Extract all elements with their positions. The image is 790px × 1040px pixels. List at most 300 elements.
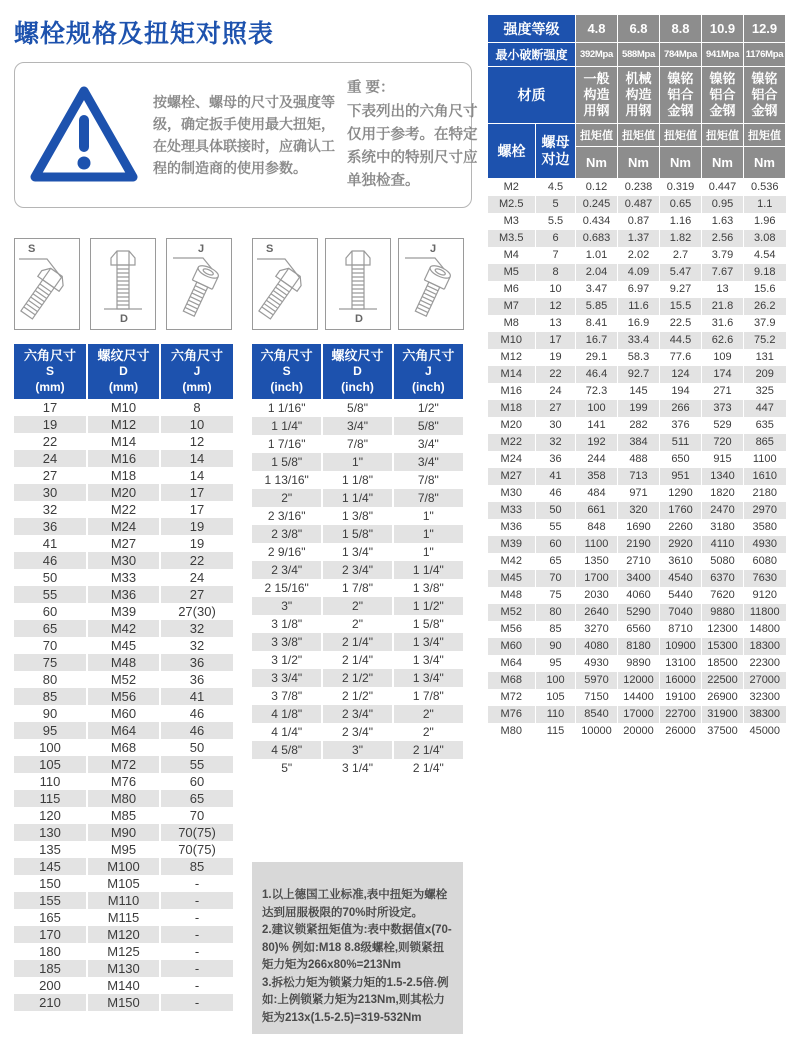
bolt-label: 螺栓 [488,124,536,179]
cell: 511 [660,434,702,451]
table-row [14,569,233,586]
table-row [14,552,233,569]
cell: 1690 [618,519,660,536]
cell: M120 [87,926,160,943]
cell: 1 7/8" [393,687,463,705]
cell: 46.4 [576,366,618,383]
cell: 1 7/16" [252,435,322,453]
cell: M48 [488,587,536,604]
torque-table [487,14,786,740]
bolt-diagrams-inch [252,238,464,330]
cell: 5080 [702,553,744,570]
cell: 1290 [660,485,702,502]
table-row [14,705,233,722]
cell: 5 [536,196,576,213]
cell: 75 [14,654,87,671]
cell: 4060 [618,587,660,604]
cell: M6 [488,281,536,298]
cell: 1 13/16" [252,471,322,489]
cell: 22300 [744,655,786,672]
cell: 10 [160,416,233,433]
cell: 1350 [576,553,618,570]
cell: 19100 [660,689,702,706]
cell: 16.9 [618,315,660,332]
cell: 17 [160,484,233,501]
table-row [14,722,233,739]
cell: 185 [14,960,87,977]
table-row [488,723,786,740]
cell: 37.9 [744,315,786,332]
table-row [488,213,786,230]
cell: 1 7/8" [322,579,392,597]
important-heading: 重 要： [347,80,395,96]
cell: 1760 [660,502,702,519]
cell: 661 [576,502,618,519]
cell: 7/8" [322,435,392,453]
cell: 135 [14,841,87,858]
table-row [252,525,463,543]
cell: Nm [576,147,618,179]
cell: 1 1/2" [393,597,463,615]
table-row [252,417,463,435]
cell: 50 [14,569,87,586]
cell: 0.95 [702,196,744,213]
cell: 8 [536,264,576,281]
cell: 5.47 [660,264,702,281]
cell: 2 1/4" [322,633,392,651]
cell: M36 [87,586,160,603]
cell: 镍铭铝合金钢 [660,67,702,124]
cell: 4 5/8" [252,741,322,759]
cell: 70 [160,807,233,824]
min-break-label: 最小破断强度 [488,43,576,67]
cell: 7/8" [393,471,463,489]
table-row [252,471,463,489]
cell: M10 [488,332,536,349]
cell: 1 5/8" [322,525,392,543]
cell: 17000 [618,706,660,723]
cell: 100 [576,400,618,417]
cell: 145 [14,858,87,875]
table-row [488,196,786,213]
cell: 13100 [660,655,702,672]
cell: 41 [536,468,576,485]
table-row [488,400,786,417]
cell: 2" [393,705,463,723]
cell: 0.683 [576,230,618,247]
cell: 3/4" [322,417,392,435]
cell: M18 [87,467,160,484]
cell: 12.9 [744,15,786,43]
cell: 384 [618,434,660,451]
cell: 80 [536,604,576,621]
cell: 5/8" [322,399,392,417]
cell: 2 9/16" [252,543,322,561]
cell: 30 [536,417,576,434]
cell: 2 1/4" [393,741,463,759]
mm-size-table [14,344,233,1011]
cell: 713 [618,468,660,485]
cell: 1.16 [660,213,702,230]
cell: 95 [14,722,87,739]
cell: 50 [536,502,576,519]
cell: M105 [87,875,160,892]
table-row [14,518,233,535]
cell: 26900 [702,689,744,706]
table-row [14,943,233,960]
table-row [14,858,233,875]
cell: - [160,960,233,977]
cell: M68 [87,739,160,756]
cell: 70(75) [160,824,233,841]
table-row [252,687,463,705]
cell: Nm [702,147,744,179]
table-row [488,502,786,519]
cell: M72 [87,756,160,773]
cell: 19 [160,518,233,535]
cell: 65 [14,620,87,637]
cell: M68 [488,672,536,689]
table-row [252,507,463,525]
cell: 镍铭铝合金钢 [744,67,786,124]
cell: 13 [536,315,576,332]
table-row [488,230,786,247]
cell: 1" [393,507,463,525]
cell: 4540 [660,570,702,587]
cell: 26000 [660,723,702,740]
cell: 46 [160,705,233,722]
notice-box [14,62,478,208]
cell: 62.6 [702,332,744,349]
table-row [14,399,233,416]
cell: M27 [87,535,160,552]
cell: 124 [660,366,702,383]
cell: 12 [160,433,233,450]
cell: 1.01 [576,247,618,264]
table-row [252,651,463,669]
table-row [252,399,463,417]
table-row [14,977,233,994]
cell: 145 [618,383,660,400]
cell: 11.6 [618,298,660,315]
cell: 120 [14,807,87,824]
cell: 1 5/8" [252,453,322,471]
cell: M20 [488,417,536,434]
cell: 2 3/4" [252,561,322,579]
cell: 1.37 [618,230,660,247]
cell: 131 [744,349,786,366]
table-row [488,638,786,655]
table-row [488,315,786,332]
cell: 271 [702,383,744,400]
cell: 46 [14,552,87,569]
table-row [488,264,786,281]
cell: 4080 [576,638,618,655]
cell: 2470 [702,502,744,519]
table-row [14,909,233,926]
cell: 15300 [702,638,744,655]
cell: M3 [488,213,536,230]
table-row [488,468,786,485]
cell: 32 [160,637,233,654]
table-row [488,536,786,553]
cell: 75.2 [744,332,786,349]
cell: 20000 [618,723,660,740]
cell: 14 [160,467,233,484]
cell: M95 [87,841,160,858]
table-row [252,759,463,777]
strength-grade-label: 强度等级 [488,15,576,43]
cell: 24 [14,450,87,467]
cell: M42 [488,553,536,570]
table-row [488,366,786,383]
cell: 115 [536,723,576,740]
cell: 4930 [744,536,786,553]
cell: 2180 [744,485,786,502]
cell: 951 [660,468,702,485]
col-header-s-inch: 六角尺寸 S (inch) [252,344,322,399]
cell: 77.6 [660,349,702,366]
cell: 2920 [660,536,702,553]
cell: 31.6 [702,315,744,332]
cell: - [160,943,233,960]
cell: M76 [488,706,536,723]
cell: M3.5 [488,230,536,247]
cell: 2.02 [618,247,660,264]
cell: M12 [488,349,536,366]
cell: M115 [87,909,160,926]
cell: 60 [536,536,576,553]
cell: 50 [160,739,233,756]
cell: 1700 [576,570,618,587]
cell: 8.41 [576,315,618,332]
cell: M7 [488,298,536,315]
cell: 5.85 [576,298,618,315]
cell: - [160,909,233,926]
cell: 19 [160,535,233,552]
cell: 2 3/4" [322,723,392,741]
cell: 100 [14,739,87,756]
cell: M39 [488,536,536,553]
cell: 2 1/2" [322,687,392,705]
cell: 10900 [660,638,702,655]
table-row [252,453,463,471]
cell: 0.536 [744,179,786,197]
cell: 17 [14,399,87,416]
cell: 18500 [702,655,744,672]
table-row [488,553,786,570]
bolt-diagrams-mm [14,238,232,330]
cell: 0.12 [576,179,618,197]
cell: 5440 [660,587,702,604]
cell: 2190 [618,536,660,553]
cell: 14800 [744,621,786,638]
important-text: 下表列出的六角尺寸仅用于参考。在特定系统中的特别尺寸应单独检查。 [347,104,478,189]
table-row [488,332,786,349]
cell: 1" [393,525,463,543]
table-row [252,705,463,723]
cell: 55 [14,586,87,603]
cell: 7630 [744,570,786,587]
cell: 10 [536,281,576,298]
cell: M30 [488,485,536,502]
cell: 4.54 [744,247,786,264]
cell: 650 [660,451,702,468]
cell: M60 [488,638,536,655]
cell: 194 [660,383,702,400]
cell: M150 [87,994,160,1011]
cell: 90 [14,705,87,722]
cell: 65 [536,553,576,570]
cell: 1.82 [660,230,702,247]
cell: 199 [618,400,660,417]
cell: 46 [160,722,233,739]
cell: 30 [14,484,87,501]
cell: 971 [618,485,660,502]
cell: 4.8 [576,15,618,43]
cell: 1 1/8" [322,471,392,489]
cell: 2" [393,723,463,741]
cell: 9.18 [744,264,786,281]
table-row [252,543,463,561]
cell: M5 [488,264,536,281]
cell: M2.5 [488,196,536,213]
table-row [488,621,786,638]
cell: 60 [160,773,233,790]
important-block [347,77,489,193]
table-row [488,281,786,298]
cell: M14 [488,366,536,383]
table-row [14,501,233,518]
table-row [14,790,233,807]
cell: 8.8 [660,15,702,43]
cell: 37500 [702,723,744,740]
table-row [252,669,463,687]
cell: 41 [160,688,233,705]
cell: 941Mpa [702,43,744,67]
cell: 2 3/4" [322,561,392,579]
table-row [14,739,233,756]
cell: 70 [536,570,576,587]
table-row [14,841,233,858]
col-header-j-inch: 六角尺寸 J (inch) [393,344,463,399]
cell: 2 3/16" [252,507,322,525]
cell: 174 [702,366,744,383]
table-row [252,561,463,579]
cell: 488 [618,451,660,468]
cell: 484 [576,485,618,502]
cell: 3.79 [702,247,744,264]
cell: 1100 [576,536,618,553]
cell: 7 [536,247,576,264]
cell: 26.2 [744,298,786,315]
cell: M24 [488,451,536,468]
table-row [488,689,786,706]
diagram-label: S [266,243,274,255]
material-label: 材质 [488,67,576,124]
cell: 27 [536,400,576,417]
cell: 2.建议锁紧扭矩值为:表中数据值x(70-80)% 例如:M18 8.8级螺栓,则锁紧扭矩力矩为266x80%=213Nm [262,924,452,971]
table-row [14,773,233,790]
cell: 2.56 [702,230,744,247]
cell: 266 [660,400,702,417]
cell: M56 [87,688,160,705]
cell: 5.5 [536,213,576,230]
cell: 109 [702,349,744,366]
cell: 2 15/16" [252,579,322,597]
table-row [488,655,786,672]
cell: 12 [536,298,576,315]
table-row [14,654,233,671]
cell: 3/4" [393,435,463,453]
cell: Nm [618,147,660,179]
inch-table-body [252,399,463,777]
cell: M8 [488,315,536,332]
cell: 244 [576,451,618,468]
cell: 865 [744,434,786,451]
inch-size-table [252,344,463,777]
cell: 3.08 [744,230,786,247]
cell: 376 [660,417,702,434]
table-row [14,416,233,433]
table-row [488,298,786,315]
cell: 2" [322,615,392,633]
bolt-diagram-socket-j [398,238,464,330]
cell: 720 [702,434,744,451]
cell: M4 [488,247,536,264]
cell: 3 1/2" [252,651,322,669]
cell: M125 [87,943,160,960]
table-row [488,485,786,502]
cell: M27 [488,468,536,485]
diagram-label: J [198,243,205,255]
cell: 85 [160,858,233,875]
cell: 1/2" [393,399,463,417]
cell: 7.67 [702,264,744,281]
table-row [488,349,786,366]
cell: 1.以上德国工业标准,表中扭矩为螺栓达到屈服极限的70%时所设定。 [262,889,448,919]
table-row [252,741,463,759]
cell: M24 [87,518,160,535]
col-header-s-mm: 六角尺寸 S (mm) [14,344,87,399]
cell: 85 [14,688,87,705]
cell: 358 [576,468,618,485]
cell: 0.245 [576,196,618,213]
cell: 282 [618,417,660,434]
cell: M80 [488,723,536,740]
cell: 14400 [618,689,660,706]
cell: 5970 [576,672,618,689]
table-row [488,519,786,536]
cell: - [160,994,233,1011]
cell: Nm [744,147,786,179]
cell: M64 [87,722,160,739]
cell: 9.27 [660,281,702,298]
cell: 44.5 [660,332,702,349]
cell: 22700 [660,706,702,723]
cell: 19 [14,416,87,433]
table-row [14,450,233,467]
cell: 扭矩值 [660,124,702,147]
table-row [488,179,786,197]
cell: 9880 [702,604,744,621]
cell: 14 [160,450,233,467]
cell: 2" [252,489,322,507]
table-row [488,451,786,468]
cell: M60 [87,705,160,722]
cell: 55 [160,756,233,773]
cell: 155 [14,892,87,909]
